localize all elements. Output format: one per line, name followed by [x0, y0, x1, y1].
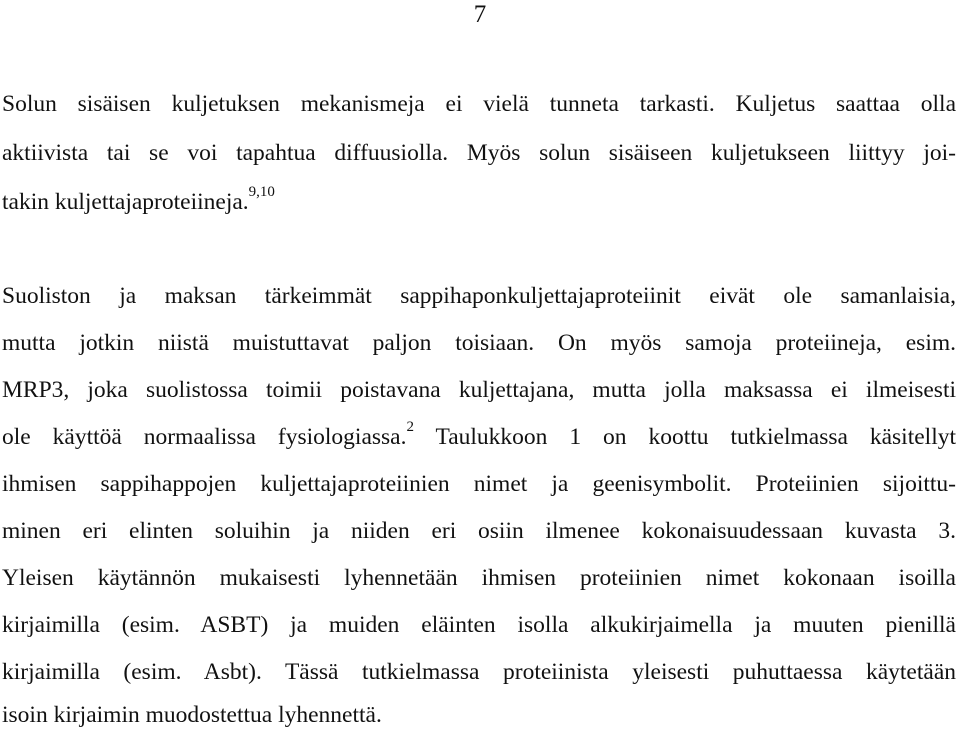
- text-line: ihmisen sappihappojen kuljettajaproteiinien nimet ja geenisymbolit. Proteiinien sijoittu-: [2, 471, 956, 497]
- text-line: mutta jotkin niistä muistuttavat paljon toisiaan. On myös samoja proteiineja, esim.: [2, 330, 956, 356]
- text-span: takin kuljettajaproteiineja.: [2, 189, 249, 215]
- text-line: [2, 184, 956, 217]
- text-line: kirjaimilla (esim. ASBT) ja muiden eläinten isolla alkukirjaimella ja muuten pienillä: [2, 612, 956, 638]
- text-line: Solun sisäisen kuljetuksen mekanismeja ei vielä tunneta tarkasti. Kuljetus saattaa olla: [2, 91, 956, 117]
- text-line: minen eri elinten soluihin ja niiden eri osiin ilmenee kokonaisuudessaan kuvasta 3.: [2, 518, 956, 544]
- text-line: Suoliston ja maksan tärkeimmät sappihaponkuljettajaproteiinit eivät ole samanlaisia,: [2, 283, 956, 309]
- text-span: ole käyttöä normaalissa fysiologiassa.: [2, 424, 407, 450]
- page-number: 7: [473, 1, 487, 28]
- text-line: MRP3, joka suolistossa toimii poistavana kuljettajana, mutta jolla maksassa ei ilmeisesti: [2, 377, 956, 403]
- citation-superscript: 9,10: [248, 184, 275, 201]
- text-line: isoin kirjaimin muodostettua lyhennettä.: [2, 702, 382, 728]
- text-span: Taulukkoon 1 on koottu tutkielmassa käsitellyt: [414, 424, 956, 450]
- citation-superscript: 2: [406, 419, 414, 436]
- text-line: kirjaimilla (esim. Asbt). Tässä tutkielmassa proteiinista yleisesti puhuttaessa käytetään: [2, 659, 956, 685]
- text-line: aktiivista tai se voi tapahtua diffuusiolla. Myös solun sisäiseen kuljetukseen liittyy joi-: [2, 140, 956, 166]
- text-line: [2, 419, 956, 452]
- text-line: Yleisen käytännön mukaisesti lyhennetään ihmisen proteiinien nimet kokonaan isoilla: [2, 565, 956, 591]
